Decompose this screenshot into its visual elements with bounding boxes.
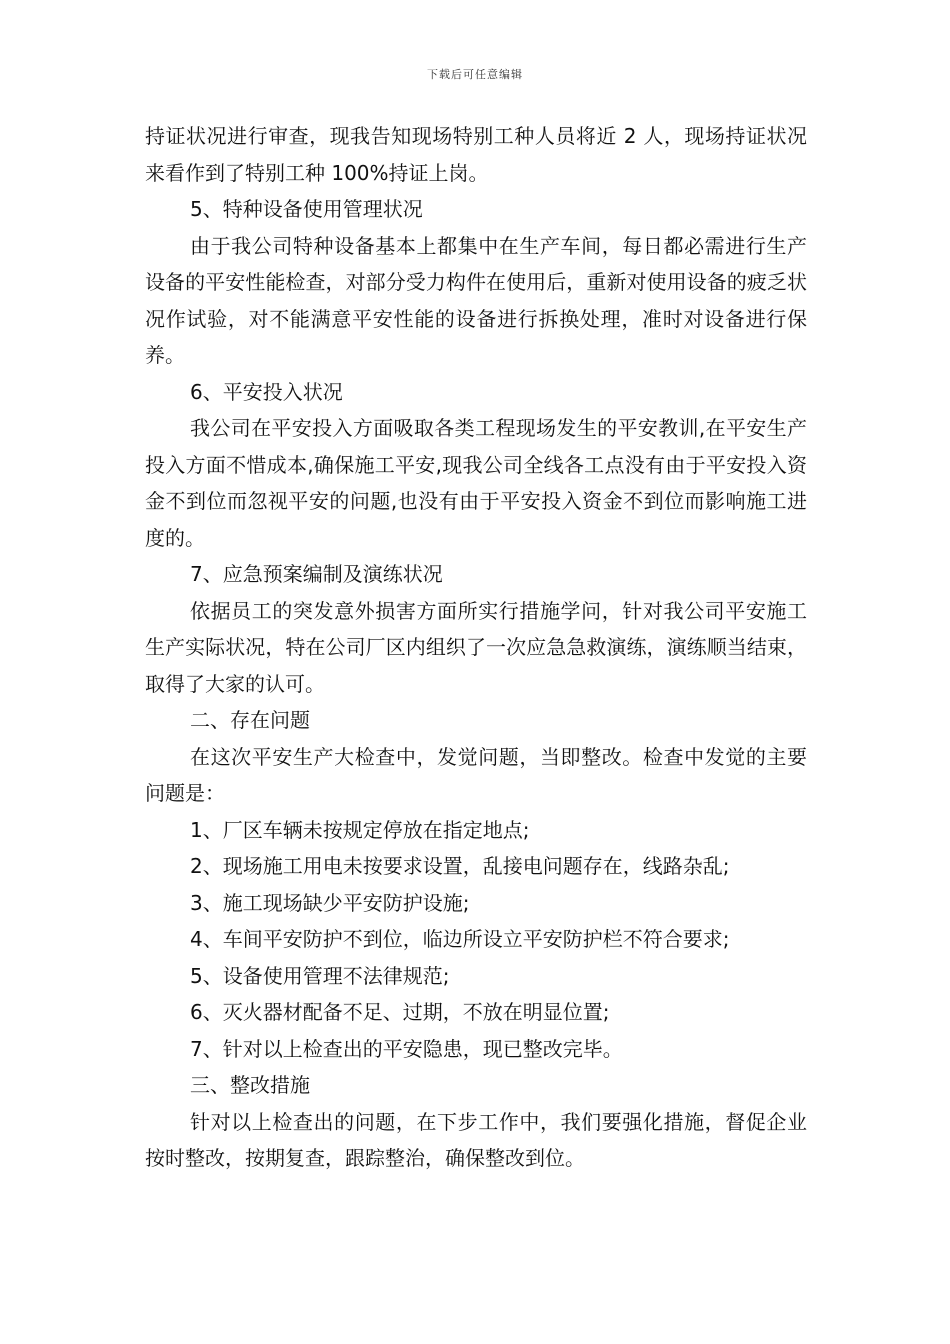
paragraph-existing-problems: 在这次平安生产大检查中，发觉问题，当即整改。检查中发觉的主要问题是： — [145, 744, 807, 805]
paragraph-rectification-measures: 针对以上检查出的问题，在下步工作中，我们要强化措施，督促企业按时整改，按期复查，跟踪整治，确保整改到位。 — [145, 1109, 807, 1170]
paragraph-certification-continued: 持证状况进行审查，现我告知现场特别工种人员将近 2 人，现场持证状况来看作到了特别工种 100%持证上岗。 — [145, 124, 807, 185]
list-item-problem-6: 6、灭火器材配备不足、过期，不放在明显位置; — [190, 1000, 610, 1024]
heading-safety-investment: 6、平安投入状况 — [190, 379, 343, 404]
list-item-problem-5: 5、设备使用管理不法律规范; — [190, 963, 450, 988]
list-item-problem-4: 4、车间平安防护不到位，临边所设立平安防护栏不符合要求; — [190, 927, 730, 951]
heading-existing-problems: 二、存在问题 — [190, 708, 310, 732]
list-item-problem-2: 2、现场施工用电未按要求设置，乱接电问题存在，线路杂乱; — [190, 854, 730, 878]
document-body — [145, 118, 807, 1177]
page-header-note: 下载后可任意编辑 — [427, 68, 523, 81]
paragraph-emergency-plan: 依据员工的突发意外损害方面所实行措施学问，针对我公司平安施工生产实际状况，特在公司厂区内组织了一次应急急救演练，演练顺当结束，取得了大家的认可。 — [145, 598, 807, 696]
heading-emergency-plan: 7、应急预案编制及演练状况 — [190, 562, 443, 586]
paragraph-special-equipment: 由于我公司特种设备基本上都集中在生产车间，每日都必需进行生产设备的平安性能检查，对部分受力构件在使用后，重新对使用设备的疲乏状况作试验，对不能满意平安性能的设备进行拆换处理，准时对设备进行保养。 — [145, 233, 807, 367]
paragraph-safety-investment: 我公司在平安投入方面吸取各类工程现场发生的平安教训,在平安生产投入方面不惜成本,确保施工平安,现我公司全线各工点没有由于平安投入资金不到位而忽视平安的问题,也没有由于平安投入资金不到位而影响施工进度的。 — [145, 416, 807, 550]
heading-rectification-measures: 三、整改措施 — [190, 1073, 310, 1097]
heading-special-equipment: 5、特种设备使用管理状况 — [190, 197, 423, 221]
list-item-problem-1: 1、厂区车辆未按规定停放在指定地点; — [190, 817, 530, 842]
list-item-problem-3: 3、施工现场缺少平安防护设施; — [190, 890, 470, 915]
list-item-problem-7: 7、针对以上检查出的平安隐患，现已整改完毕。 — [190, 1036, 623, 1061]
